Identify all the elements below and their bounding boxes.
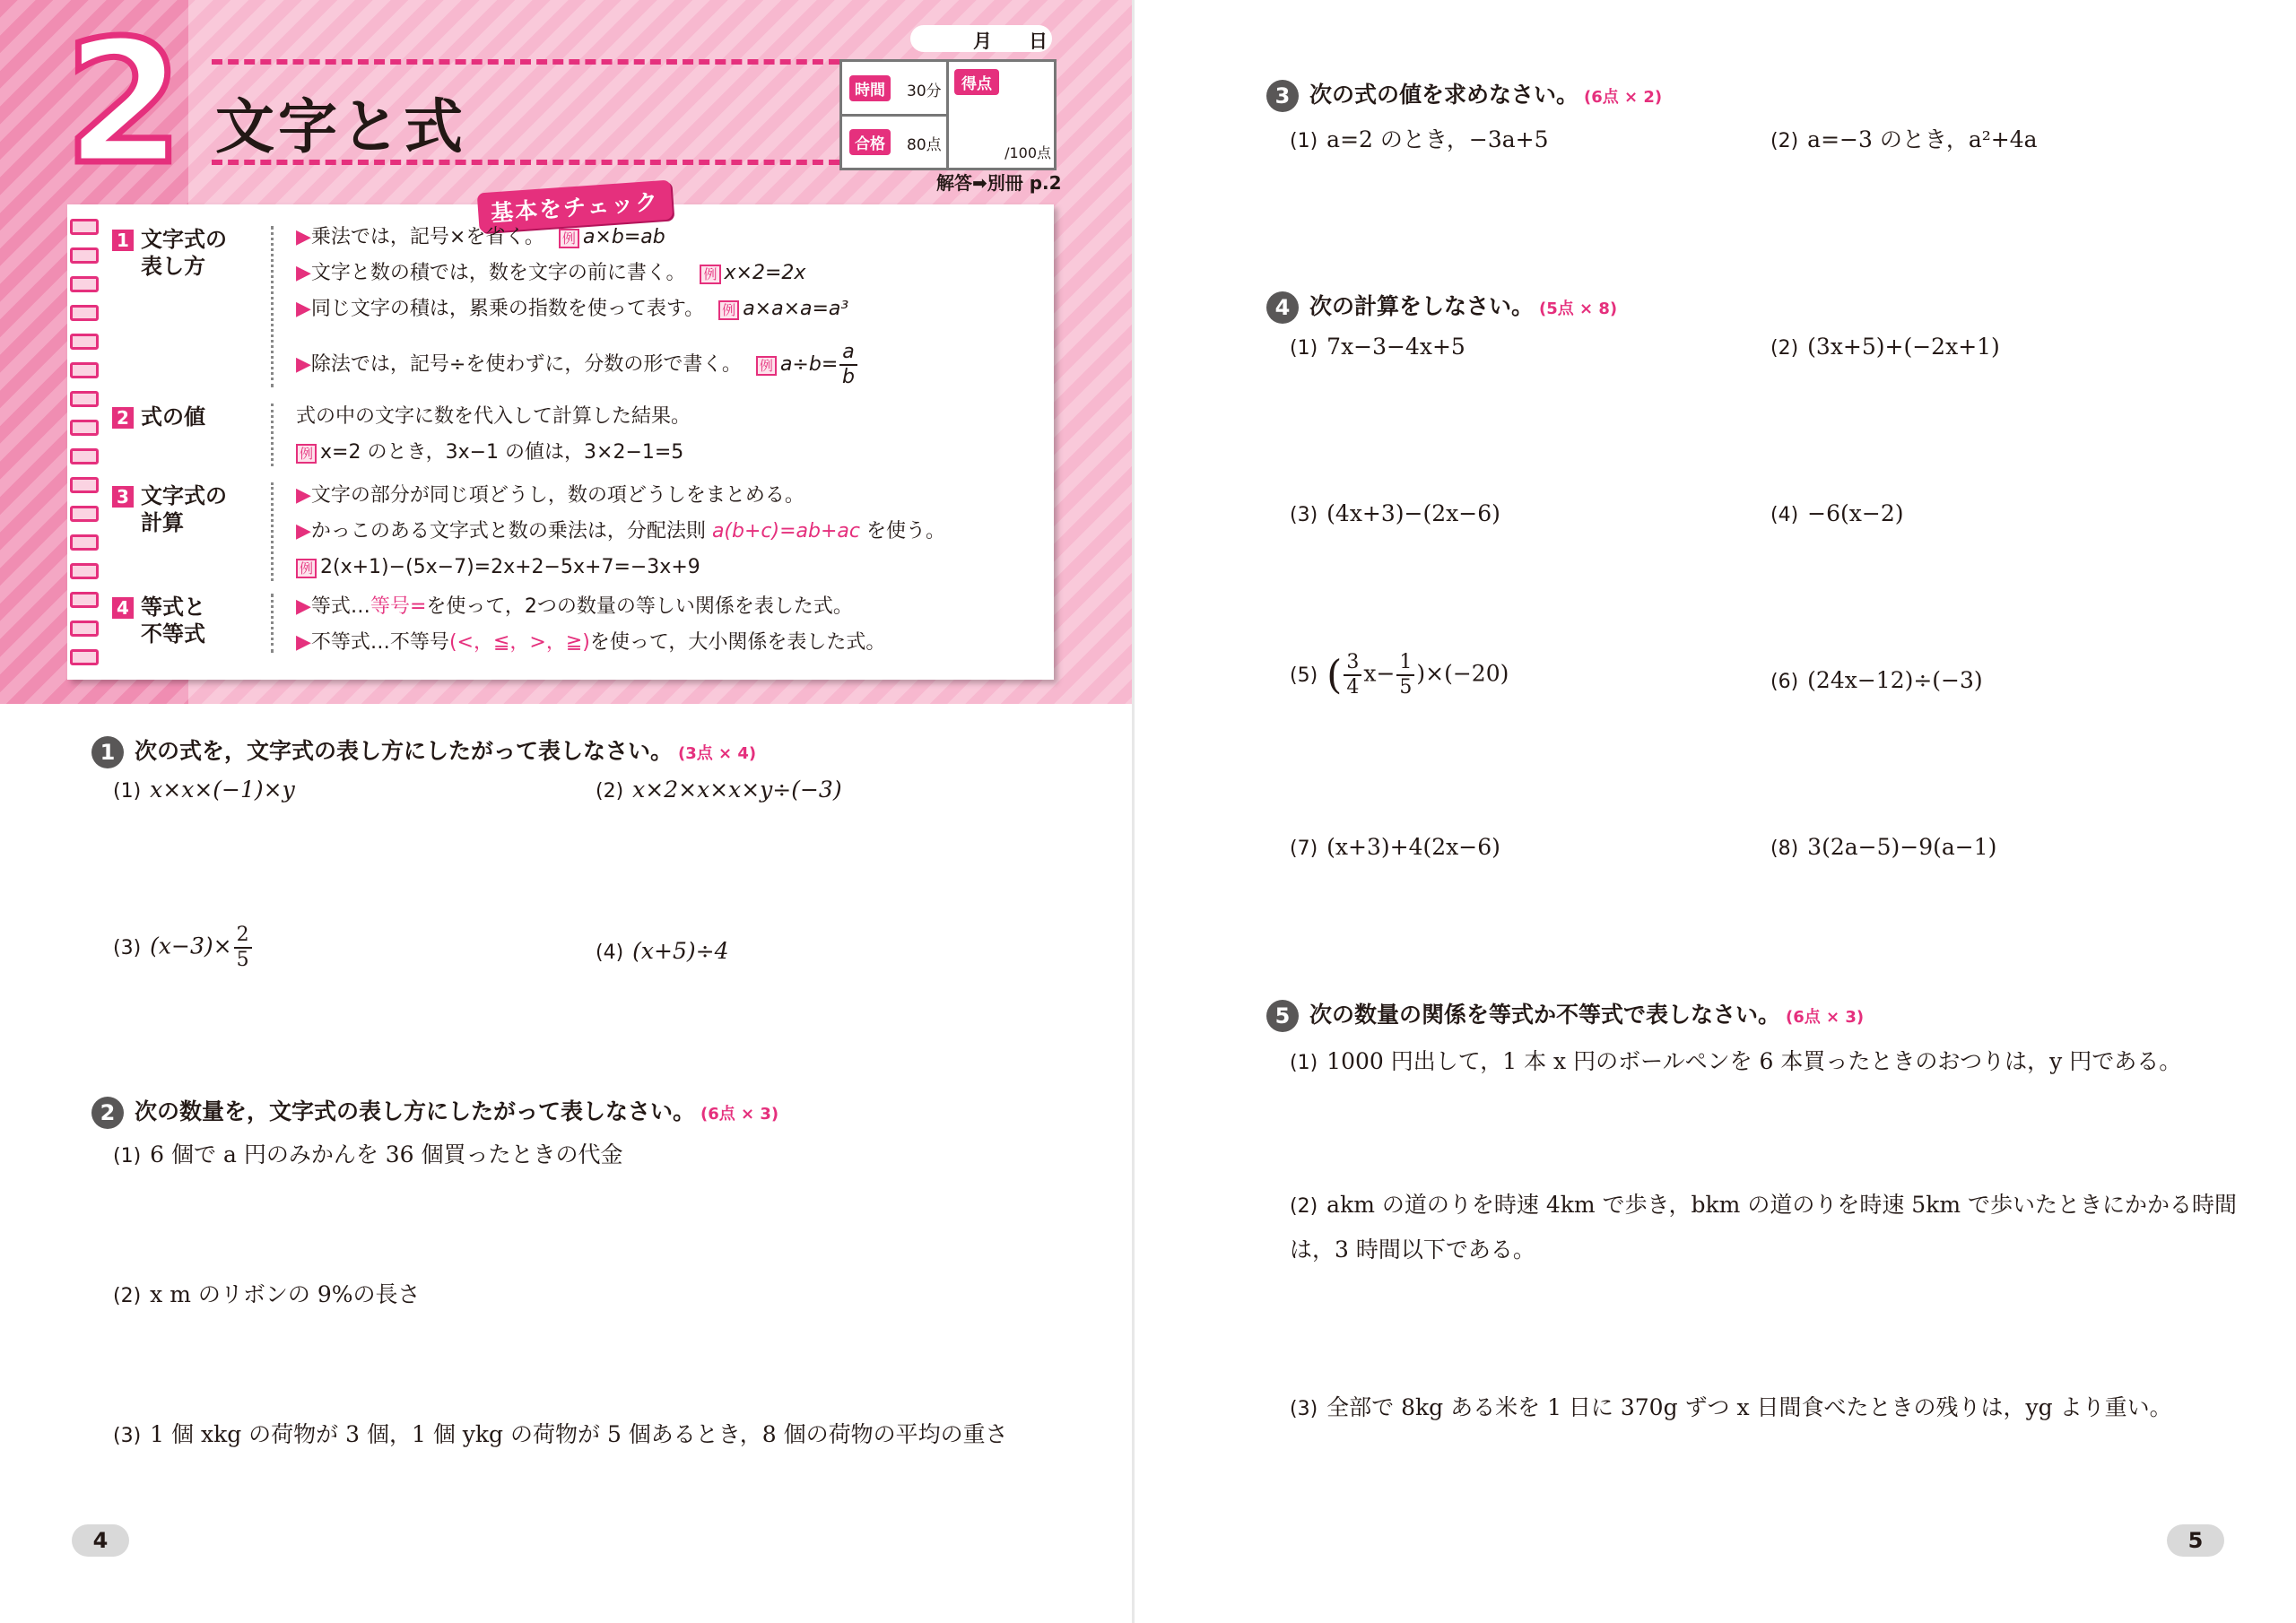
item-label: (2) — [1290, 1195, 1318, 1218]
q5-item-2 — [1290, 1184, 2240, 1271]
question-4-heading — [1266, 289, 1617, 324]
question-text: 次の数量を，文字式の表し方にしたがって表しなさい。 — [135, 1098, 696, 1124]
item-expression: x×2×x×x×y÷(−3) — [632, 777, 842, 803]
page-title: 文字と式 — [215, 92, 466, 161]
fraction-denominator: b — [842, 366, 855, 388]
lesson-number: 2 — [65, 4, 184, 202]
rule-text: を使って，2つの数量の等しい関係を表した式。 — [426, 595, 853, 618]
score-max: /100点 — [1004, 144, 1051, 161]
time-value: 30分 — [907, 82, 942, 100]
date-field[interactable] — [910, 25, 1052, 52]
divider — [271, 404, 274, 466]
pass-label: 合格 — [849, 129, 891, 155]
category-number: 4 — [112, 597, 134, 619]
example-tag: 例 — [756, 356, 777, 376]
example-tag: 例 — [296, 559, 317, 578]
item-expression: 1 個 xkg の荷物が 3 個，1 個 ykg の荷物が 5 個あるとき，8 個の荷物の平均の重さ — [150, 1421, 1008, 1447]
item-label: (1) — [113, 780, 142, 803]
fraction-denominator: 5 — [1399, 676, 1413, 699]
category-title: 式の値 — [141, 404, 205, 430]
score-label: 得点 — [954, 69, 999, 95]
rule-text: 乗法では，記号×を省く。 — [310, 226, 544, 248]
right-page — [1134, 0, 2296, 1623]
ring-icon — [70, 477, 99, 493]
example-fraction — [839, 341, 857, 389]
example-text: x=2 のとき，3x−1 の値は，3×2−1=5 — [320, 441, 684, 464]
rule-highlight: (<，≦，>，≧) — [448, 631, 590, 654]
triangle-icon: ▶ — [296, 226, 311, 248]
ring-icon — [70, 305, 99, 321]
basic-check-badge: 基本をチェック — [477, 180, 674, 233]
item-expression: 1000 円出して，1 本 x 円のボールペンを 6 本買ったときのおつりは，y 円である。 — [1326, 1048, 2182, 1074]
question-2-heading — [91, 1094, 778, 1129]
item-expression: (3x+5)+(−2x+1) — [1807, 334, 2000, 360]
item-expression: −6(x−2) — [1807, 500, 1904, 526]
check-category-3 — [112, 482, 227, 536]
rule-line — [296, 296, 848, 323]
check-category-2 — [112, 404, 205, 430]
category-title: 文字式の — [141, 483, 227, 508]
title-dash-top — [212, 59, 839, 65]
triangle-icon: ▶ — [296, 595, 311, 618]
item-fraction — [234, 924, 252, 972]
item-expression: x×x×(−1)×y — [150, 777, 295, 803]
page-number-right: 5 — [2167, 1524, 2224, 1557]
rule-highlight: 等号= — [370, 595, 427, 618]
item-expression: (x+3)+4(2x−6) — [1326, 834, 1500, 860]
ring-icon — [70, 334, 99, 350]
fraction-numerator: 1 — [1396, 651, 1414, 676]
triangle-icon: ▶ — [296, 262, 311, 284]
item-label: (1) — [1290, 337, 1318, 360]
ring-icon — [70, 621, 99, 637]
q4-item-6 — [1770, 667, 1983, 693]
triangle-icon: ▶ — [296, 520, 311, 542]
example-text: a×b=ab — [582, 226, 665, 248]
triangle-icon: ▶ — [296, 353, 311, 376]
rule-line — [296, 594, 853, 621]
item-label: (8) — [1770, 838, 1799, 860]
rule-line — [296, 341, 859, 389]
q4-item-5 — [1290, 651, 1509, 699]
question-number: 5 — [1266, 1000, 1299, 1032]
fraction-numerator: 3 — [1344, 651, 1361, 676]
item-label: (7) — [1290, 838, 1318, 860]
item-label: (1) — [1290, 1052, 1318, 1074]
question-text: 次の計算をしなさい。 — [1309, 293, 1535, 319]
ring-icon — [70, 592, 99, 608]
triangle-icon: ▶ — [296, 298, 311, 320]
fraction — [1396, 651, 1414, 699]
question-5-heading — [1266, 997, 1864, 1032]
score-box — [839, 59, 1057, 170]
item-expression: a=2 のとき，−3a+5 — [1326, 126, 1549, 152]
question-3-heading — [1266, 77, 1662, 112]
category-title: 計算 — [141, 510, 184, 535]
q4-item-4 — [1770, 500, 1903, 526]
rule-line — [296, 554, 700, 581]
pass-cell — [842, 116, 946, 168]
fraction-numerator: a — [839, 341, 857, 366]
divider — [271, 226, 274, 387]
q1-item-2 — [596, 777, 842, 803]
triangle-icon: ▶ — [296, 484, 311, 507]
example-text: x×2=2x — [724, 262, 806, 284]
rule-text: 式の中の文字に数を代入して計算した結果。 — [296, 405, 691, 428]
category-number: 1 — [112, 230, 134, 251]
rule-line — [296, 224, 665, 251]
rule-text: かっこのある文字式と数の乗法は，分配法則 — [310, 520, 706, 542]
question-number: 2 — [91, 1097, 124, 1129]
left-page — [0, 0, 1134, 1623]
item-label: (4) — [1770, 504, 1799, 526]
item-expression: (24x−12)÷(−3) — [1807, 667, 1983, 693]
q1-item-3 — [113, 924, 254, 972]
score-field[interactable] — [946, 62, 1057, 168]
q5-item-3 — [1290, 1390, 2172, 1422]
rule-line — [296, 482, 804, 509]
item-expression: (x+5)÷4 — [632, 938, 729, 964]
item-label: (2) — [1770, 337, 1799, 360]
category-number: 3 — [112, 486, 134, 508]
rule-highlight: a(b+c)=ab+ac — [711, 520, 860, 542]
page-number-left: 4 — [72, 1524, 129, 1557]
ring-icon — [70, 534, 99, 551]
q1-item-1 — [113, 777, 295, 803]
example-tag: 例 — [718, 300, 739, 320]
category-number: 2 — [112, 407, 134, 429]
answer-reference: 解答➡別冊 p.2 — [936, 172, 1062, 194]
title-dash-bottom — [212, 160, 839, 165]
ring-icon — [70, 219, 99, 235]
item-label: (3) — [1290, 1398, 1318, 1420]
rule-line — [296, 439, 683, 466]
item-label: (5) — [1290, 664, 1318, 687]
category-title: 等式と — [141, 595, 205, 620]
category-title: 文字式の — [141, 227, 227, 252]
item-label: (4) — [596, 942, 624, 964]
item-expression: 6 個で a 円のみかんを 36 個買ったときの代金 — [150, 1141, 623, 1167]
ring-icon — [70, 506, 99, 522]
q4-item-1 — [1290, 334, 1465, 360]
ring-icon — [70, 448, 99, 464]
item-label: (6) — [1770, 671, 1799, 693]
q5-item-1 — [1290, 1044, 2181, 1076]
item-expression: x− — [1363, 660, 1396, 687]
fraction — [1344, 651, 1361, 699]
q4-item-2 — [1770, 334, 2000, 360]
time-cell — [842, 62, 946, 117]
q1-item-4 — [596, 938, 728, 964]
question-number: 4 — [1266, 291, 1299, 324]
example-text: a÷b= — [779, 353, 839, 376]
question-number: 3 — [1266, 80, 1299, 112]
rule-text: 文字の部分が同じ項どうし，数の項どうしをまとめる。 — [310, 484, 804, 507]
rule-line — [296, 629, 885, 656]
points: (6点 × 2) — [1584, 88, 1663, 107]
ring-icon — [70, 362, 99, 378]
item-label: (3) — [113, 936, 142, 959]
day-label: 日 — [1029, 30, 1048, 52]
item-label: (3) — [113, 1425, 142, 1447]
ring-icon — [70, 563, 99, 579]
pass-value: 80点 — [907, 136, 942, 154]
item-expression: a=−3 のとき，a²+4a — [1807, 126, 2038, 152]
points: (6点 × 3) — [700, 1105, 779, 1124]
rule-text: 文字と数の積では，数を文字の前に書く。 — [310, 262, 686, 284]
item-label: (1) — [1290, 130, 1318, 152]
q3-item-2 — [1770, 122, 2038, 154]
fraction-numerator: 2 — [234, 924, 252, 949]
points: (6点 × 3) — [1786, 1008, 1865, 1027]
ring-icon — [70, 276, 99, 292]
example-tag: 例 — [559, 229, 579, 248]
rule-text: 同じ文字の積は，累乗の指数を使って表す。 — [310, 298, 705, 320]
triangle-icon: ▶ — [296, 631, 311, 654]
example-tag: 例 — [296, 444, 317, 464]
ring-icon — [70, 649, 99, 665]
q4-item-8 — [1770, 834, 1996, 860]
q3-item-1 — [1290, 122, 1549, 154]
points: (5点 × 8) — [1539, 299, 1618, 318]
item-expression: 7x−3−4x+5 — [1326, 334, 1465, 360]
item-label: (3) — [1290, 504, 1318, 526]
rule-line — [296, 260, 805, 287]
ring-icon — [70, 247, 99, 264]
question-text: 次の式の値を求めなさい。 — [1309, 82, 1579, 108]
ring-icon — [70, 391, 99, 407]
item-expression: (4x+3)−(2x−6) — [1326, 500, 1500, 526]
question-1-heading — [91, 733, 756, 768]
category-title: 不等式 — [141, 621, 205, 647]
q2-item-2 — [113, 1277, 420, 1309]
rule-line — [296, 518, 945, 545]
item-expression: akm の道のりを時速 4km で歩き，bkm の道のりを時速 5km で歩いたときにかかる時間は，3 時間以下である。 — [1290, 1192, 2237, 1263]
question-text: 次の数量の関係を等式か不等式で表しなさい。 — [1309, 1002, 1781, 1028]
lesson-header — [0, 0, 1134, 704]
example-text: a×a×a=a³ — [743, 298, 849, 320]
item-expression: (x−3)× — [150, 933, 232, 959]
item-expression: x m のリボンの 9%の長さ — [150, 1281, 421, 1307]
example-tag: 例 — [700, 265, 720, 284]
q4-item-7 — [1290, 834, 1500, 860]
ring-icon — [70, 420, 99, 436]
paren-open: ( — [1326, 652, 1343, 699]
fraction-denominator: 4 — [1346, 676, 1360, 699]
fraction-denominator: 5 — [236, 949, 249, 971]
rule-line — [296, 404, 691, 430]
example-text: 2(x+1)−(5x−7)=2x+2−5x+7=−3x+9 — [320, 556, 700, 578]
check-category-1 — [112, 226, 227, 280]
q2-item-3 — [113, 1417, 1008, 1449]
item-expression: 全部で 8kg ある米を 1 日に 370g ずつ x 日間食べたときの残りは，yg より重い。 — [1326, 1394, 2172, 1420]
month-label: 月 — [973, 30, 992, 52]
q2-item-1 — [113, 1137, 623, 1169]
rule-text: を使って，大小関係を表した式。 — [589, 631, 886, 654]
q4-item-3 — [1290, 500, 1500, 526]
check-category-4 — [112, 594, 205, 647]
item-expression: )×(−20) — [1416, 660, 1509, 687]
rule-text: を使う。 — [865, 520, 945, 542]
item-label: (2) — [113, 1285, 142, 1307]
divider — [271, 594, 274, 653]
item-label: (2) — [1770, 130, 1799, 152]
question-text: 次の式を，文字式の表し方にしたがって表しなさい。 — [135, 738, 674, 764]
rule-text: 不等式…不等号 — [310, 631, 449, 654]
item-label: (1) — [113, 1145, 142, 1167]
item-expression: 3(2a−5)−9(a−1) — [1807, 834, 1997, 860]
points: (3点 × 4) — [678, 744, 757, 763]
time-label: 時間 — [849, 75, 891, 101]
category-title: 表し方 — [141, 254, 205, 279]
item-label: (2) — [596, 780, 624, 803]
rule-text: 除法では，記号÷を使わずに，分数の形で書く。 — [310, 353, 742, 376]
rule-text: 等式… — [310, 595, 370, 618]
question-number: 1 — [91, 736, 124, 768]
divider — [271, 482, 274, 581]
